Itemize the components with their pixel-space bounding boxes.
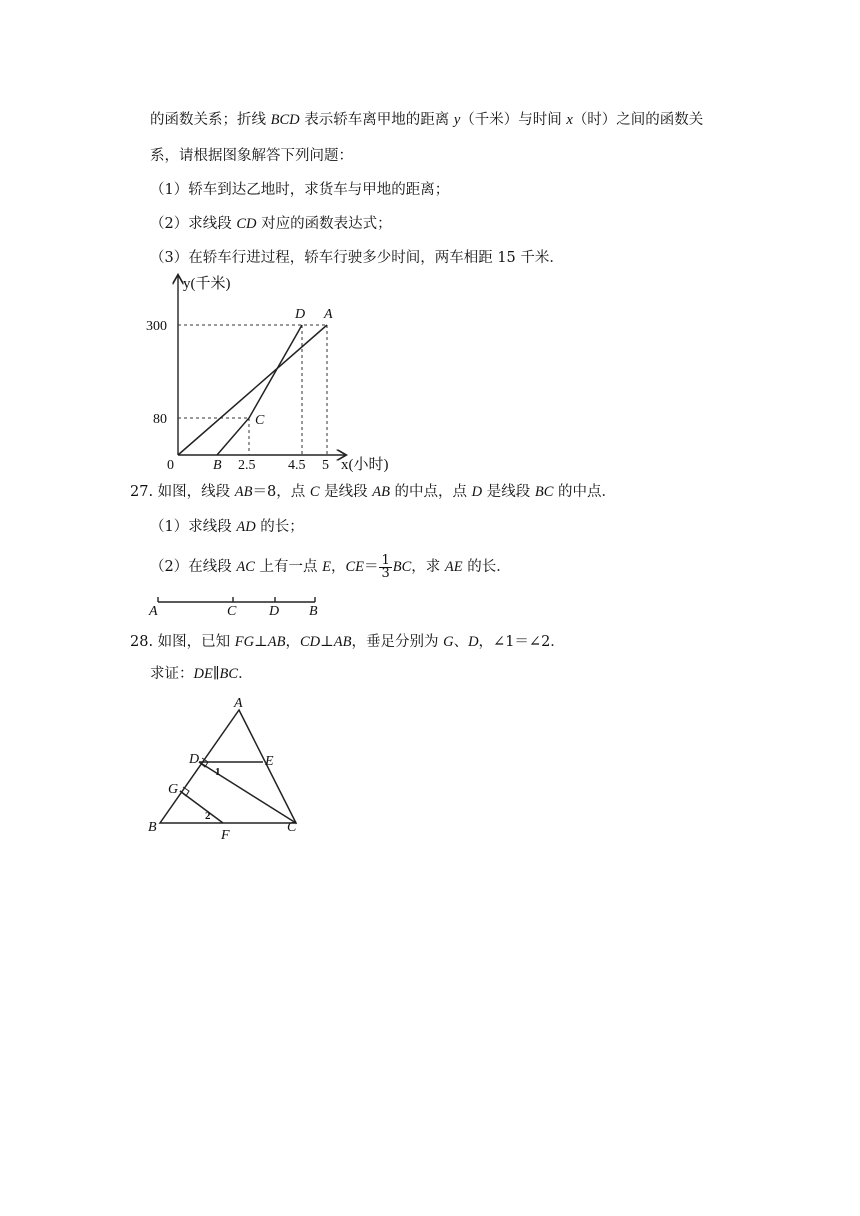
text: AE (444, 559, 463, 575)
triangle-ABC (160, 710, 296, 823)
text: FG⊥AB (234, 634, 286, 650)
text: D (468, 634, 479, 650)
text: ， (330, 559, 346, 575)
text: 的长． (462, 559, 511, 575)
origin-label: 0 (167, 458, 174, 473)
y-tick-300: 300 (146, 319, 167, 334)
text: 3 (381, 565, 390, 581)
text: y (453, 112, 461, 128)
point-B-label: B (213, 458, 222, 473)
text: 28. (130, 634, 154, 650)
text: CD (236, 216, 257, 232)
text: 如图，已知 (157, 634, 235, 650)
text: 1 (381, 552, 390, 568)
point-A-label: A (324, 307, 333, 322)
text: BC (392, 559, 412, 575)
vertex-label-D: D (189, 752, 200, 767)
segment-label-C: C (227, 604, 237, 619)
text: AB (372, 484, 390, 500)
text: ． (238, 666, 253, 682)
x-axis-label: x(小时) (341, 457, 389, 473)
point-C-label: C (255, 413, 265, 428)
text: G (443, 634, 454, 650)
p26-line2: 系，请根据图象解答下列问题： (150, 148, 353, 164)
text: 表示轿车离甲地的距离 (299, 112, 454, 128)
segment-label-B: B (309, 604, 318, 619)
text: CD⊥AB (299, 634, 352, 650)
text: AD (236, 519, 256, 535)
text: （时）之间的函数关 (572, 112, 704, 128)
vertex-label-G: G (168, 782, 179, 797)
vertex-label-E: E (265, 754, 274, 769)
text: AC (236, 559, 255, 575)
text: 27. (130, 484, 154, 500)
p26-question-1: （1）轿车到达乙地时，求货车与甲地的距离； (150, 182, 450, 198)
text: BC (534, 484, 554, 500)
text: 的中点，点 (389, 484, 472, 500)
p26-question-3: （3）在轿车行进过程，轿车行驶多少时间，两车相距 15 千米． (150, 250, 564, 266)
text: BCD (270, 112, 300, 128)
point-D-label: D (295, 307, 306, 322)
vertex-label-F: F (221, 828, 230, 843)
text: 求证： (150, 666, 194, 682)
text: 对应的函数表达式； (256, 216, 392, 232)
text: DE∥BC (193, 666, 239, 682)
text: （千米）与时间 (460, 112, 567, 128)
vertex-label-B: B (148, 820, 157, 835)
x-tick-5: 5 (322, 458, 329, 473)
vertex-label-C: C (287, 820, 297, 835)
text: 是线段 (482, 484, 535, 500)
text: 的中点． (553, 484, 617, 500)
text: ＝ (363, 559, 379, 575)
text: ＝8，点 (252, 484, 310, 500)
text: D (471, 484, 483, 500)
text: x (566, 112, 573, 128)
angle-label-2: 2 (205, 810, 211, 822)
x-tick-2.5: 2.5 (238, 458, 256, 473)
text: （2）求线段 (150, 216, 237, 232)
angle-label-1: 1 (215, 766, 221, 778)
text: C (309, 484, 320, 500)
text: AB (234, 484, 253, 500)
vertex-label-A: A (234, 696, 243, 711)
text: 是线段 (319, 484, 373, 500)
text: ， (285, 634, 300, 650)
text: 如图，线段 (157, 484, 235, 500)
text: E (322, 559, 331, 575)
x-tick-4.5: 4.5 (288, 458, 306, 473)
text: 、 (453, 634, 469, 650)
segment-label-A: A (149, 604, 158, 619)
text: （2）在线段 (150, 559, 237, 575)
segment-label-D: D (269, 604, 280, 619)
text: （1）求线段 (150, 519, 237, 535)
right-angle-G (180, 787, 189, 796)
text: ，垂足分别为 (351, 634, 444, 650)
text: ，求 (411, 559, 445, 575)
text: CE (345, 559, 364, 575)
y-axis-label: y(千米) (183, 276, 231, 292)
text: 上有一点 (254, 559, 323, 575)
text: ，∠1＝∠2． (478, 634, 565, 650)
y-tick-80: 80 (153, 412, 167, 427)
text: 的函数关系；折线 (150, 112, 271, 128)
text: 的长； (255, 519, 304, 535)
